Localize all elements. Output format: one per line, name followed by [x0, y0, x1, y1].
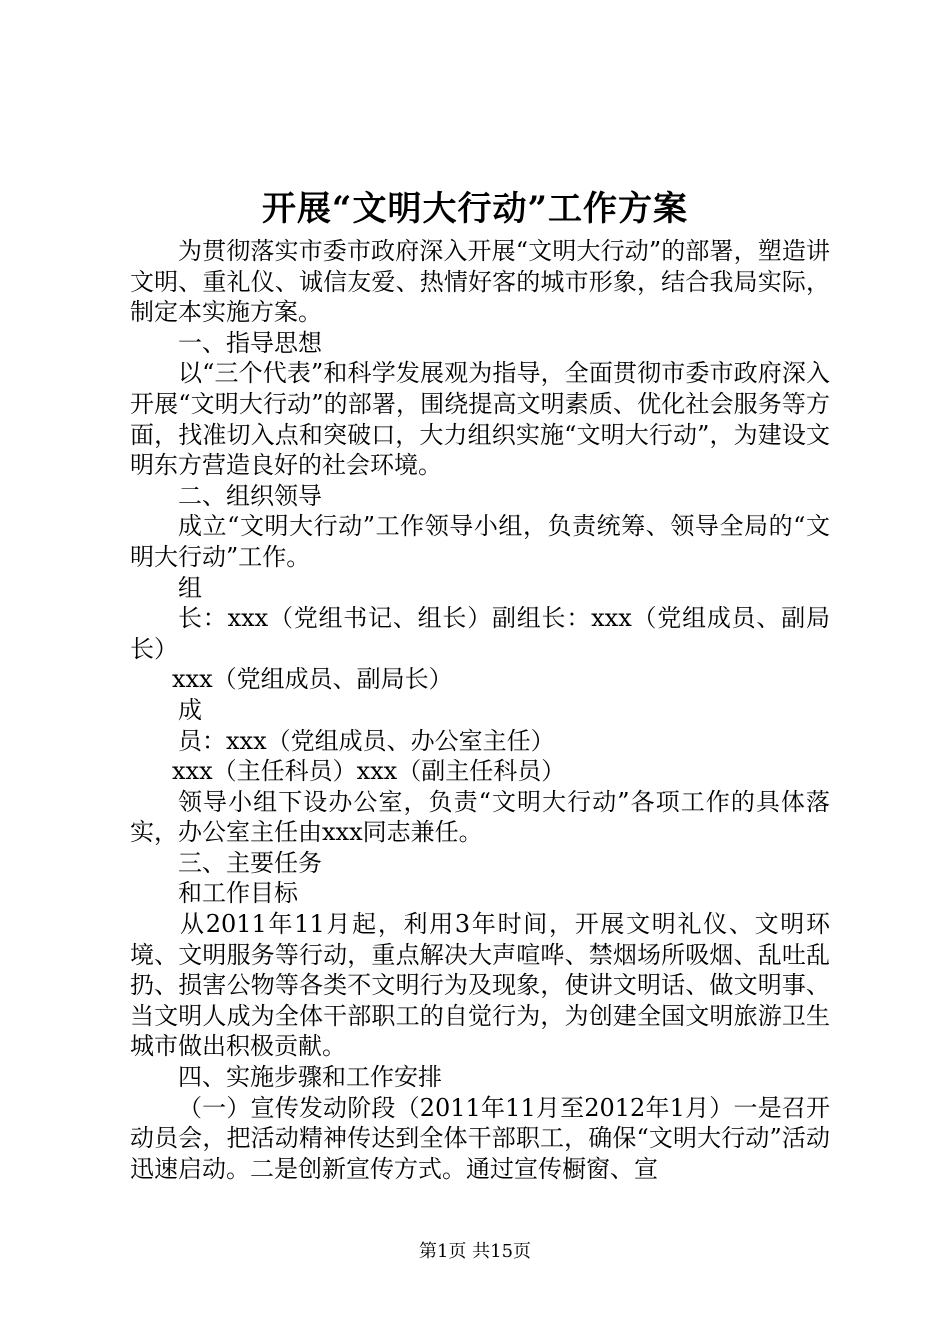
document-body	[130, 236, 830, 1184]
heading-organization: 二、组织领导	[178, 481, 322, 510]
document-title: 开展“文明大行动”工作方案	[261, 189, 689, 229]
paragraph-organization: 成立“文明大行动”工作领导小组，负责统筹、领导全局的“文明大行动”工作。	[130, 512, 830, 571]
heading-guiding-ideology: 一、指导思想	[178, 328, 322, 357]
leader-label: 组	[178, 573, 202, 602]
paragraph-work-goals: 从2011年11月起，利用3年时间，开展文明礼仪、文明环境、文明服务等行动，重点解决大声喧哗、禁烟场所吸烟、乱吐乱扔、损害公物等各类不文明行为及现象，使讲文明话、做文明事、当文明人成为全体干部职工的自觉行为，为创建全国文明旅游卫生城市做出积极贡献。	[130, 910, 830, 1061]
paragraph-guiding-ideology: 以“三个代表”和科学发展观为指导，全面贯彻市委市政府深入开展“文明大行动”的部署，围绕提高文明素质、优化社会服务等方面，找准切入点和突破口，大力组织实施“文明大行动”，为建设文明东方营造良好的社会环境。	[130, 359, 830, 480]
deputy-line: xxx（党组成员、副局长）	[172, 665, 453, 694]
members-line-1: 员：xxx（党组成员、办公室主任）	[178, 726, 555, 755]
page-footer: 第1页 共15页	[418, 1241, 532, 1262]
leader-line: 长：xxx（党组书记、组长）副组长：xxx（党组成员、副局长）	[130, 604, 830, 663]
members-label: 成	[178, 695, 202, 724]
paragraph-intro: 为贯彻落实市委市政府深入开展“文明大行动”的部署，塑造讲文明、重礼仪、诚信友爱、热情好客的城市形象，结合我局实际，制定本实施方案。	[130, 237, 830, 327]
heading-main-tasks: 三、主要任务	[178, 848, 322, 877]
paragraph-office: 领导小组下设办公室，负责“文明大行动”各项工作的具体落实，办公室主任由xxx同志兼任。	[130, 787, 830, 847]
paragraph-phase-one: （一）宣传发动阶段（2011年11月至2012年1月）一是召开动员会，把活动精神传达到全体干部职工，确保“文明大行动”活动迅速启动。二是创新宣传方式。通过宣传橱窗、宣	[130, 1093, 830, 1183]
heading-main-tasks-cont: 和工作目标	[178, 879, 298, 908]
members-line-2: xxx（主任科员）xxx（副主任科员）	[172, 757, 566, 786]
heading-implementation: 四、实施步骤和工作安排	[178, 1063, 442, 1092]
